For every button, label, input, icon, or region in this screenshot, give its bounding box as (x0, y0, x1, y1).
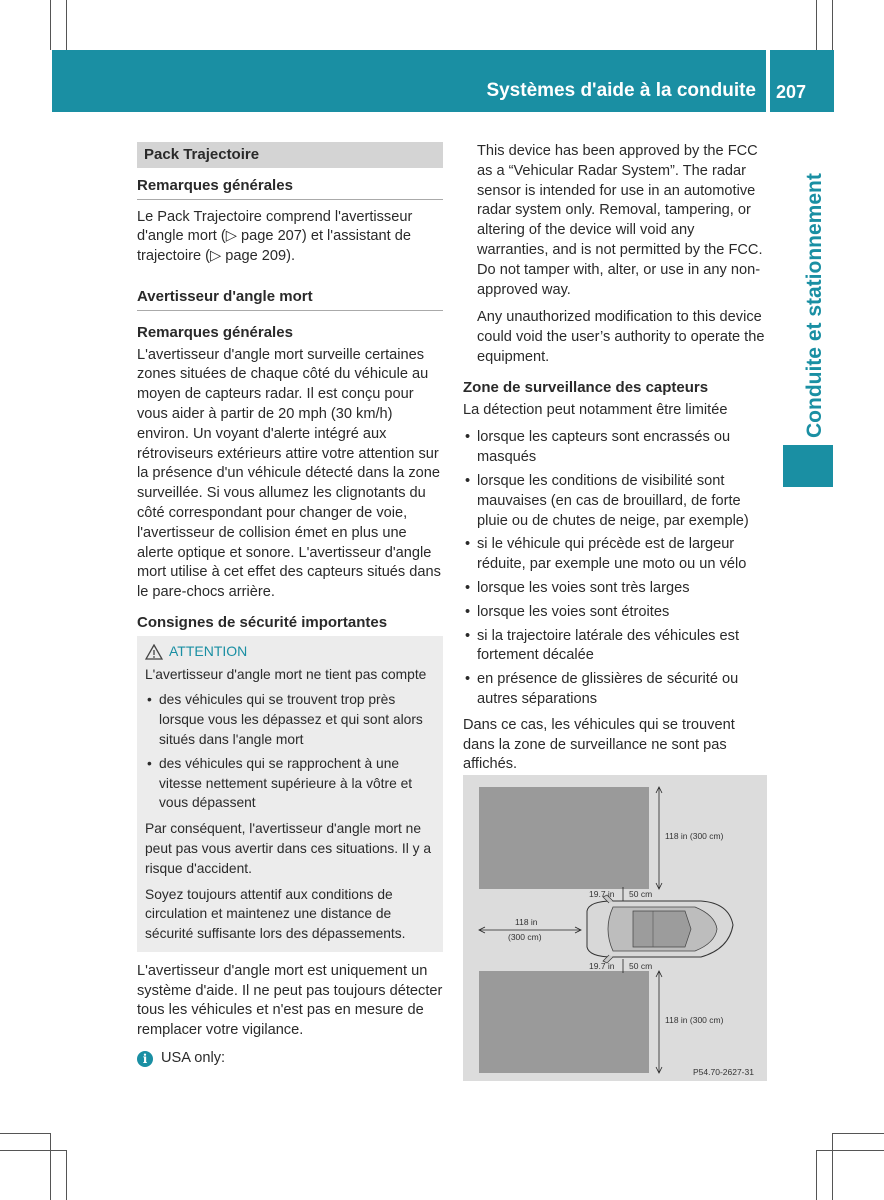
warning-triangle-icon (145, 644, 163, 660)
chapter-title: Systèmes d'aide à la conduite (486, 80, 756, 101)
warning-box (137, 636, 443, 952)
sensor-zone-figure (463, 775, 767, 1081)
crop-mark (832, 0, 833, 50)
warning-bullet: • des véhicules qui se rapprochent à une vitesse nettement supérieure à la vôtre et vous dépassent (145, 754, 435, 813)
subheading-safety: Consignes de sécurité importantes (137, 613, 388, 631)
limitation-item: • lorsque les voies sont étroites (463, 603, 769, 623)
left-column (137, 142, 443, 1069)
page-number: 207 (776, 82, 807, 102)
limitation-item: • si le véhicule qui précède est de largeur réduite, par exemple une moto ou un vélo (463, 535, 769, 575)
info-note (137, 1049, 443, 1069)
info-text: USA only: (161, 1050, 226, 1067)
limitation-list (463, 428, 769, 709)
distance-label: 118 in (515, 917, 538, 927)
crop-mark (832, 1133, 884, 1134)
fcc-paragraph: Any unauthorized modification to this device could void the user’s authority to operate the equipment. (477, 309, 765, 365)
zone-bottom (479, 971, 649, 1073)
warning-bullets (145, 690, 435, 813)
gap-label: 50 cm (629, 961, 653, 971)
heading-zone: Zone de surveillance des capteurs (463, 378, 709, 396)
intro-paragraph: Le Pack Trajectoire comprend l'avertisseur d'angle mort (▷ page 207) et l'assistant de trajectoire (▷ page 209). (137, 208, 413, 265)
side-tab-label: Conduite et stationnement (803, 173, 826, 438)
crop-mark (50, 0, 51, 50)
car-top-view (587, 895, 733, 963)
crop-mark (0, 1150, 66, 1151)
gap-label: 50 cm (629, 889, 653, 899)
warning-intro: L'avertisseur d'angle mort ne tient pas compte (145, 666, 427, 682)
limitation-item: • lorsque les capteurs sont encrassés ou masqués (463, 428, 769, 468)
limitation-item: • si la trajectoire latérale des véhicules est fortement décalée (463, 627, 769, 667)
conclusion-paragraph: Dans ce cas, les véhicules qui se trouvent dans la zone de surveillance ne sont pas affichés. (463, 716, 735, 773)
limitation-item: • en présence de glissières de sécurité ou autres séparations (463, 670, 769, 710)
warning-header (145, 642, 435, 662)
crop-mark (816, 1150, 817, 1200)
crop-mark (832, 1133, 833, 1200)
warning-paragraph: Par conséquent, l'avertisseur d'angle mort ne peut pas vous avertir dans ces situations. Il y a risque d'accident. (145, 821, 432, 876)
side-tab (773, 120, 833, 440)
crop-mark (66, 0, 67, 50)
side-tab-marker (783, 445, 833, 487)
page-header (52, 50, 766, 112)
sensor-zone-diagram (463, 775, 767, 1081)
limited-paragraph: La détection peut notamment être limitée (463, 401, 728, 418)
zone-top (479, 787, 649, 889)
gap-label: 19.7 in (589, 961, 615, 971)
gap-label: 19.7 in (589, 889, 615, 899)
info-icon: i (137, 1051, 153, 1067)
aid-paragraph: L'avertisseur d'angle mort est uniquement un système d'aide. Il ne peut pas toujours détecter tous les véhicules et n'est pas en mesure de remplacer votre vigilance. (137, 962, 443, 1039)
crop-mark (66, 1150, 67, 1200)
figure-reference: P54.70-2627-31 (693, 1067, 754, 1077)
blind-spot-paragraph: L'avertisseur d'angle mort surveille certaines zones situées de chaque côté du véhicule au moyen de capteurs radar. Il est conçu pour vous aider à partir de 20 mph (30 km/h) environ. Un voyant d'alerte intégré aux rétroviseurs extérieurs attire votre attention sur la présence d'un véhicule détecté dans la zone surveillée. Si vous allumez les clignotants du côté correspondant pour changer de voie, l'avertisseur de collision émet en plus une alerte optique et sonore. L'avertisseur d'angle mort utilise à cet effet des capteurs situés dans le pare-chocs arrière. (137, 346, 441, 601)
heading-blind-spot: Avertisseur d'angle mort (137, 287, 443, 311)
limitation-item: • lorsque les voies sont très larges (463, 579, 769, 599)
page-number-box (770, 50, 834, 112)
length-label: 118 in (300 cm) (665, 831, 724, 841)
length-label: 118 in (300 cm) (665, 1015, 724, 1025)
fcc-paragraph: This device has been approved by the FCC as a “Vehicular Radar System”. The radar sensor is intended for use in an automotive radar system only. Removal, tampering, or altering of the device will void any warranties, and is not permitted by the FCC. Do not tamper with, alter, or use in any non-approved way. (477, 143, 763, 298)
crop-mark (816, 1150, 884, 1151)
crop-mark (0, 1133, 50, 1134)
distance-label: (300 cm) (508, 932, 542, 942)
right-column (463, 142, 769, 783)
crop-mark (50, 1133, 51, 1200)
section-title: Pack Trajectoire (137, 142, 443, 168)
limitation-item: • lorsque les conditions de visibilité sont mauvaises (en cas de brouillard, de forte pluie ou de chutes de neige, par exemple) (463, 472, 769, 531)
warning-bullet: • des véhicules qui se trouvent trop près lorsque vous les dépassez et qui sont alors situés dans l'angle mort (145, 690, 435, 749)
heading-general: Remarques générales (137, 176, 443, 200)
warning-paragraph: Soyez toujours attentif aux conditions de circulation et maintenez une distance de sécurité suffisante lors des dépassements. (145, 886, 406, 942)
warning-label: ATTENTION (169, 642, 248, 659)
crop-mark (816, 0, 817, 50)
subheading-general: Remarques générales (137, 323, 293, 341)
